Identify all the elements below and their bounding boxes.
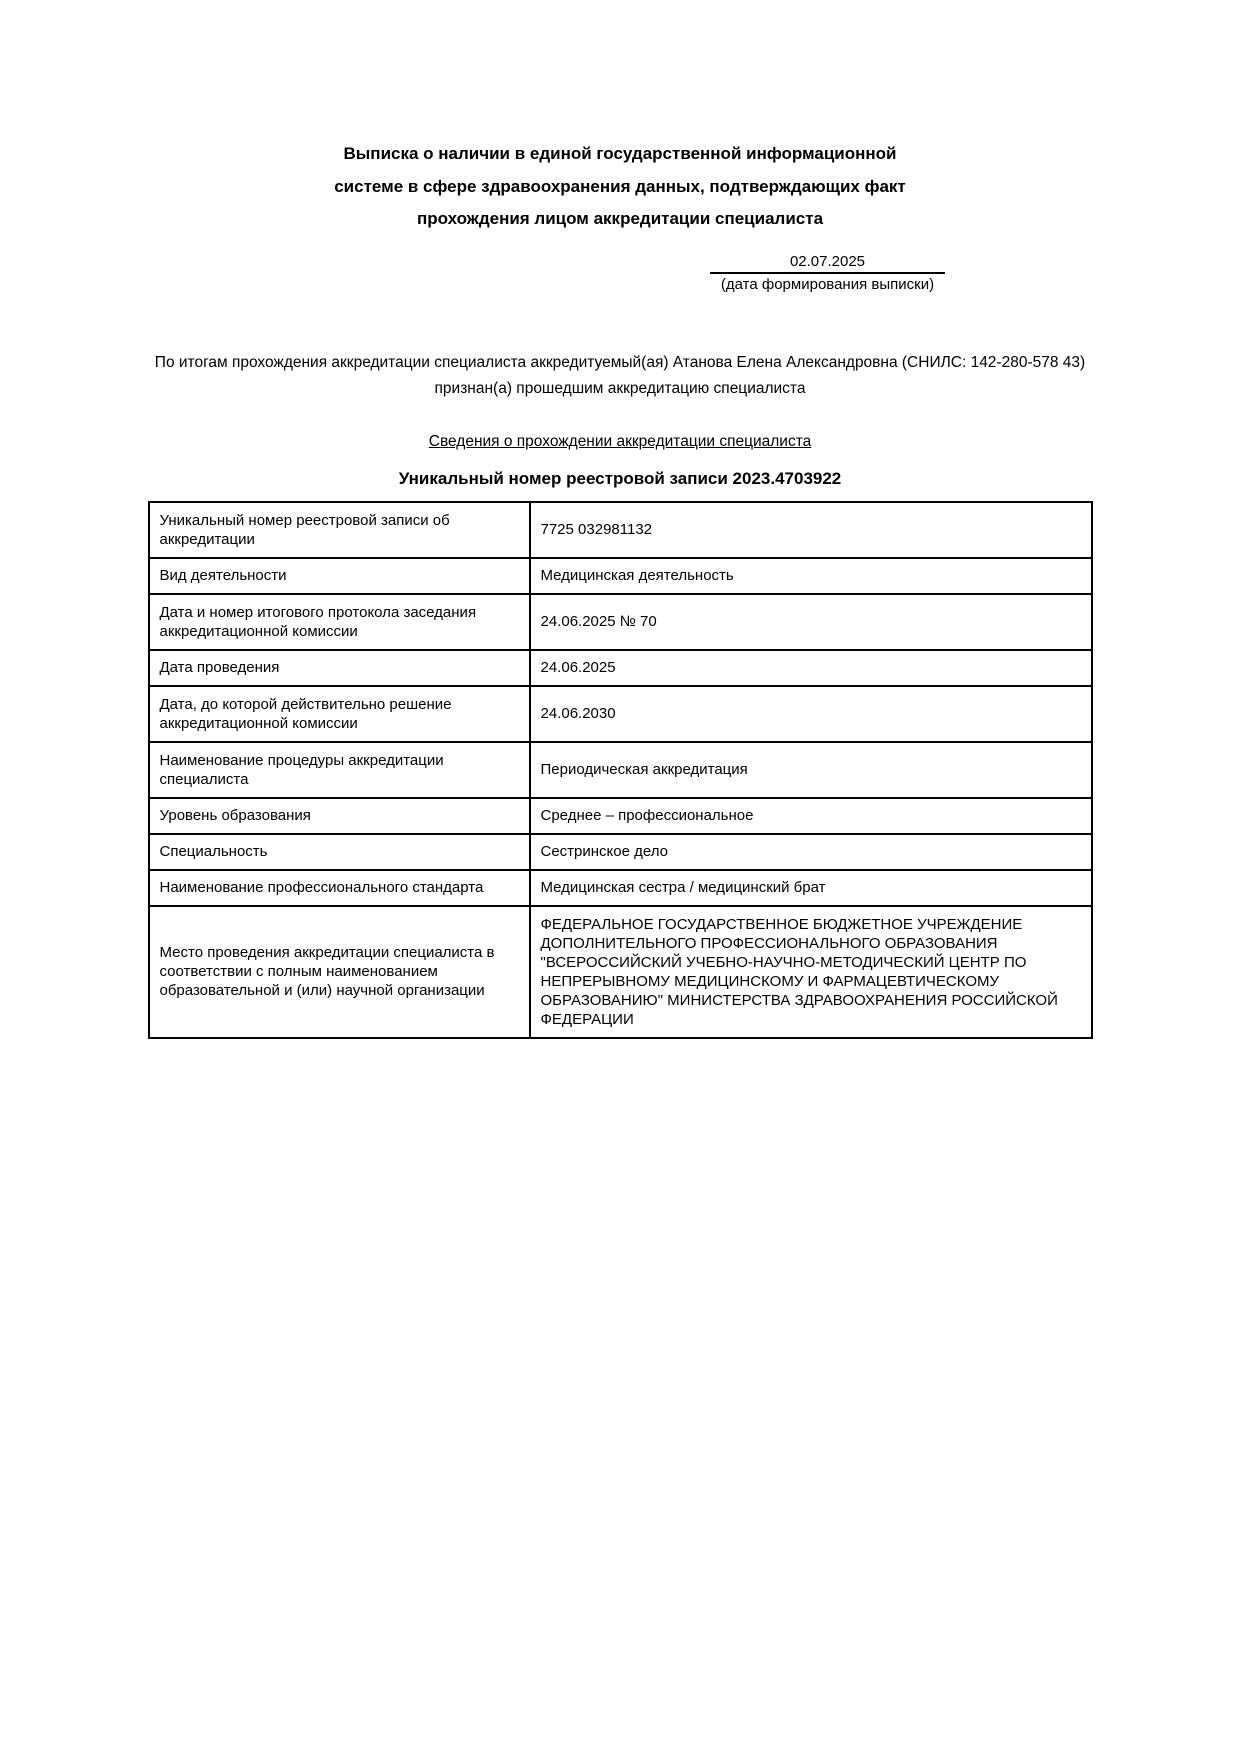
accreditation-summary-paragraph: По итогам прохождения аккредитации специалиста аккредитуемый(ая) Атанова Елена Александровна (СНИЛС: 142-280-578 43) признан(а) прошедшим аккредитацию специалиста [154, 353, 1086, 397]
row-label-cell: Уникальный номер реестровой записи об аккредитации [149, 502, 530, 558]
table-row [149, 742, 1092, 798]
row-label-cell: Уровень образования [149, 798, 530, 834]
table-row [149, 834, 1092, 870]
row-value-cell: 24.06.2030 [530, 686, 1092, 742]
document-title-line: системе в сфере здравоохранения данных, подтверждающих факт [334, 176, 906, 196]
row-label-cell: Дата, до которой действительно решение аккредитационной комиссии [149, 686, 530, 742]
row-value-cell: 24.06.2025 № 70 [530, 594, 1092, 650]
table-row [149, 798, 1092, 834]
section-heading: Сведения о прохождении аккредитации специалиста [428, 432, 812, 450]
row-label-cell: Место проведения аккредитации специалиста в соответствии с полным наименованием образовательной и (или) научной организации [149, 906, 530, 1038]
table-row [149, 870, 1092, 906]
row-label-cell: Специальность [149, 834, 530, 870]
extract-date-block [710, 252, 945, 294]
row-label-cell: Вид деятельности [149, 558, 530, 594]
accreditation-details-table [148, 501, 1093, 1039]
table-row [149, 502, 1092, 558]
row-value-cell: 24.06.2025 [530, 650, 1092, 686]
row-label-cell: Наименование профессионального стандарта [149, 870, 530, 906]
row-value-cell: Медицинская сестра / медицинский брат [530, 870, 1092, 906]
row-value-cell: ФЕДЕРАЛЬНОЕ ГОСУДАРСТВЕННОЕ БЮДЖЕТНОЕ УЧРЕЖДЕНИЕ ДОПОЛНИТЕЛЬНОГО ПРОФЕССИОНАЛЬНОГО ОБРАЗОВАНИЯ "ВСЕРОССИЙСКИЙ УЧЕБНО-НАУЧНО-МЕТОДИЧЕСКИЙ ЦЕНТР ПО НЕПРЕРЫВНОМУ МЕДИЦИНСКОМУ И ФАРМАЦЕВТИЧЕСКОМУ ОБРАЗОВАНИЮ" МИНИСТЕРСТВА ЗДРАВООХРАНЕНИЯ РОССИЙСКОЙ ФЕДЕРАЦИИ [530, 906, 1092, 1038]
row-label-cell: Дата и номер итогового протокола заседания аккредитационной комиссии [149, 594, 530, 650]
table-row [149, 558, 1092, 594]
row-value-cell: Медицинская деятельность [530, 558, 1092, 594]
row-value-cell: Сестринское дело [530, 834, 1092, 870]
table-row [149, 650, 1092, 686]
document-title [0, 138, 1240, 236]
table-row [149, 686, 1092, 742]
extract-date: 02.07.2025 [710, 252, 945, 274]
extract-date-caption: (дата формирования выписки) [720, 275, 935, 293]
table-row [149, 594, 1092, 650]
row-value-cell: 7725 032981132 [530, 502, 1092, 558]
row-label-cell: Наименование процедуры аккредитации специалиста [149, 742, 530, 798]
registry-number-heading: Уникальный номер реестровой записи 2023.4703922 [398, 468, 842, 488]
row-value-cell: Среднее – профессиональное [530, 798, 1092, 834]
document-title-line: прохождения лицом аккредитации специалиста [416, 209, 824, 228]
table-row [149, 906, 1092, 1038]
document-title-line: Выписка о наличии в единой государственной информационной [343, 144, 897, 163]
row-value-cell: Периодическая аккредитация [530, 742, 1092, 798]
row-label-cell: Дата проведения [149, 650, 530, 686]
